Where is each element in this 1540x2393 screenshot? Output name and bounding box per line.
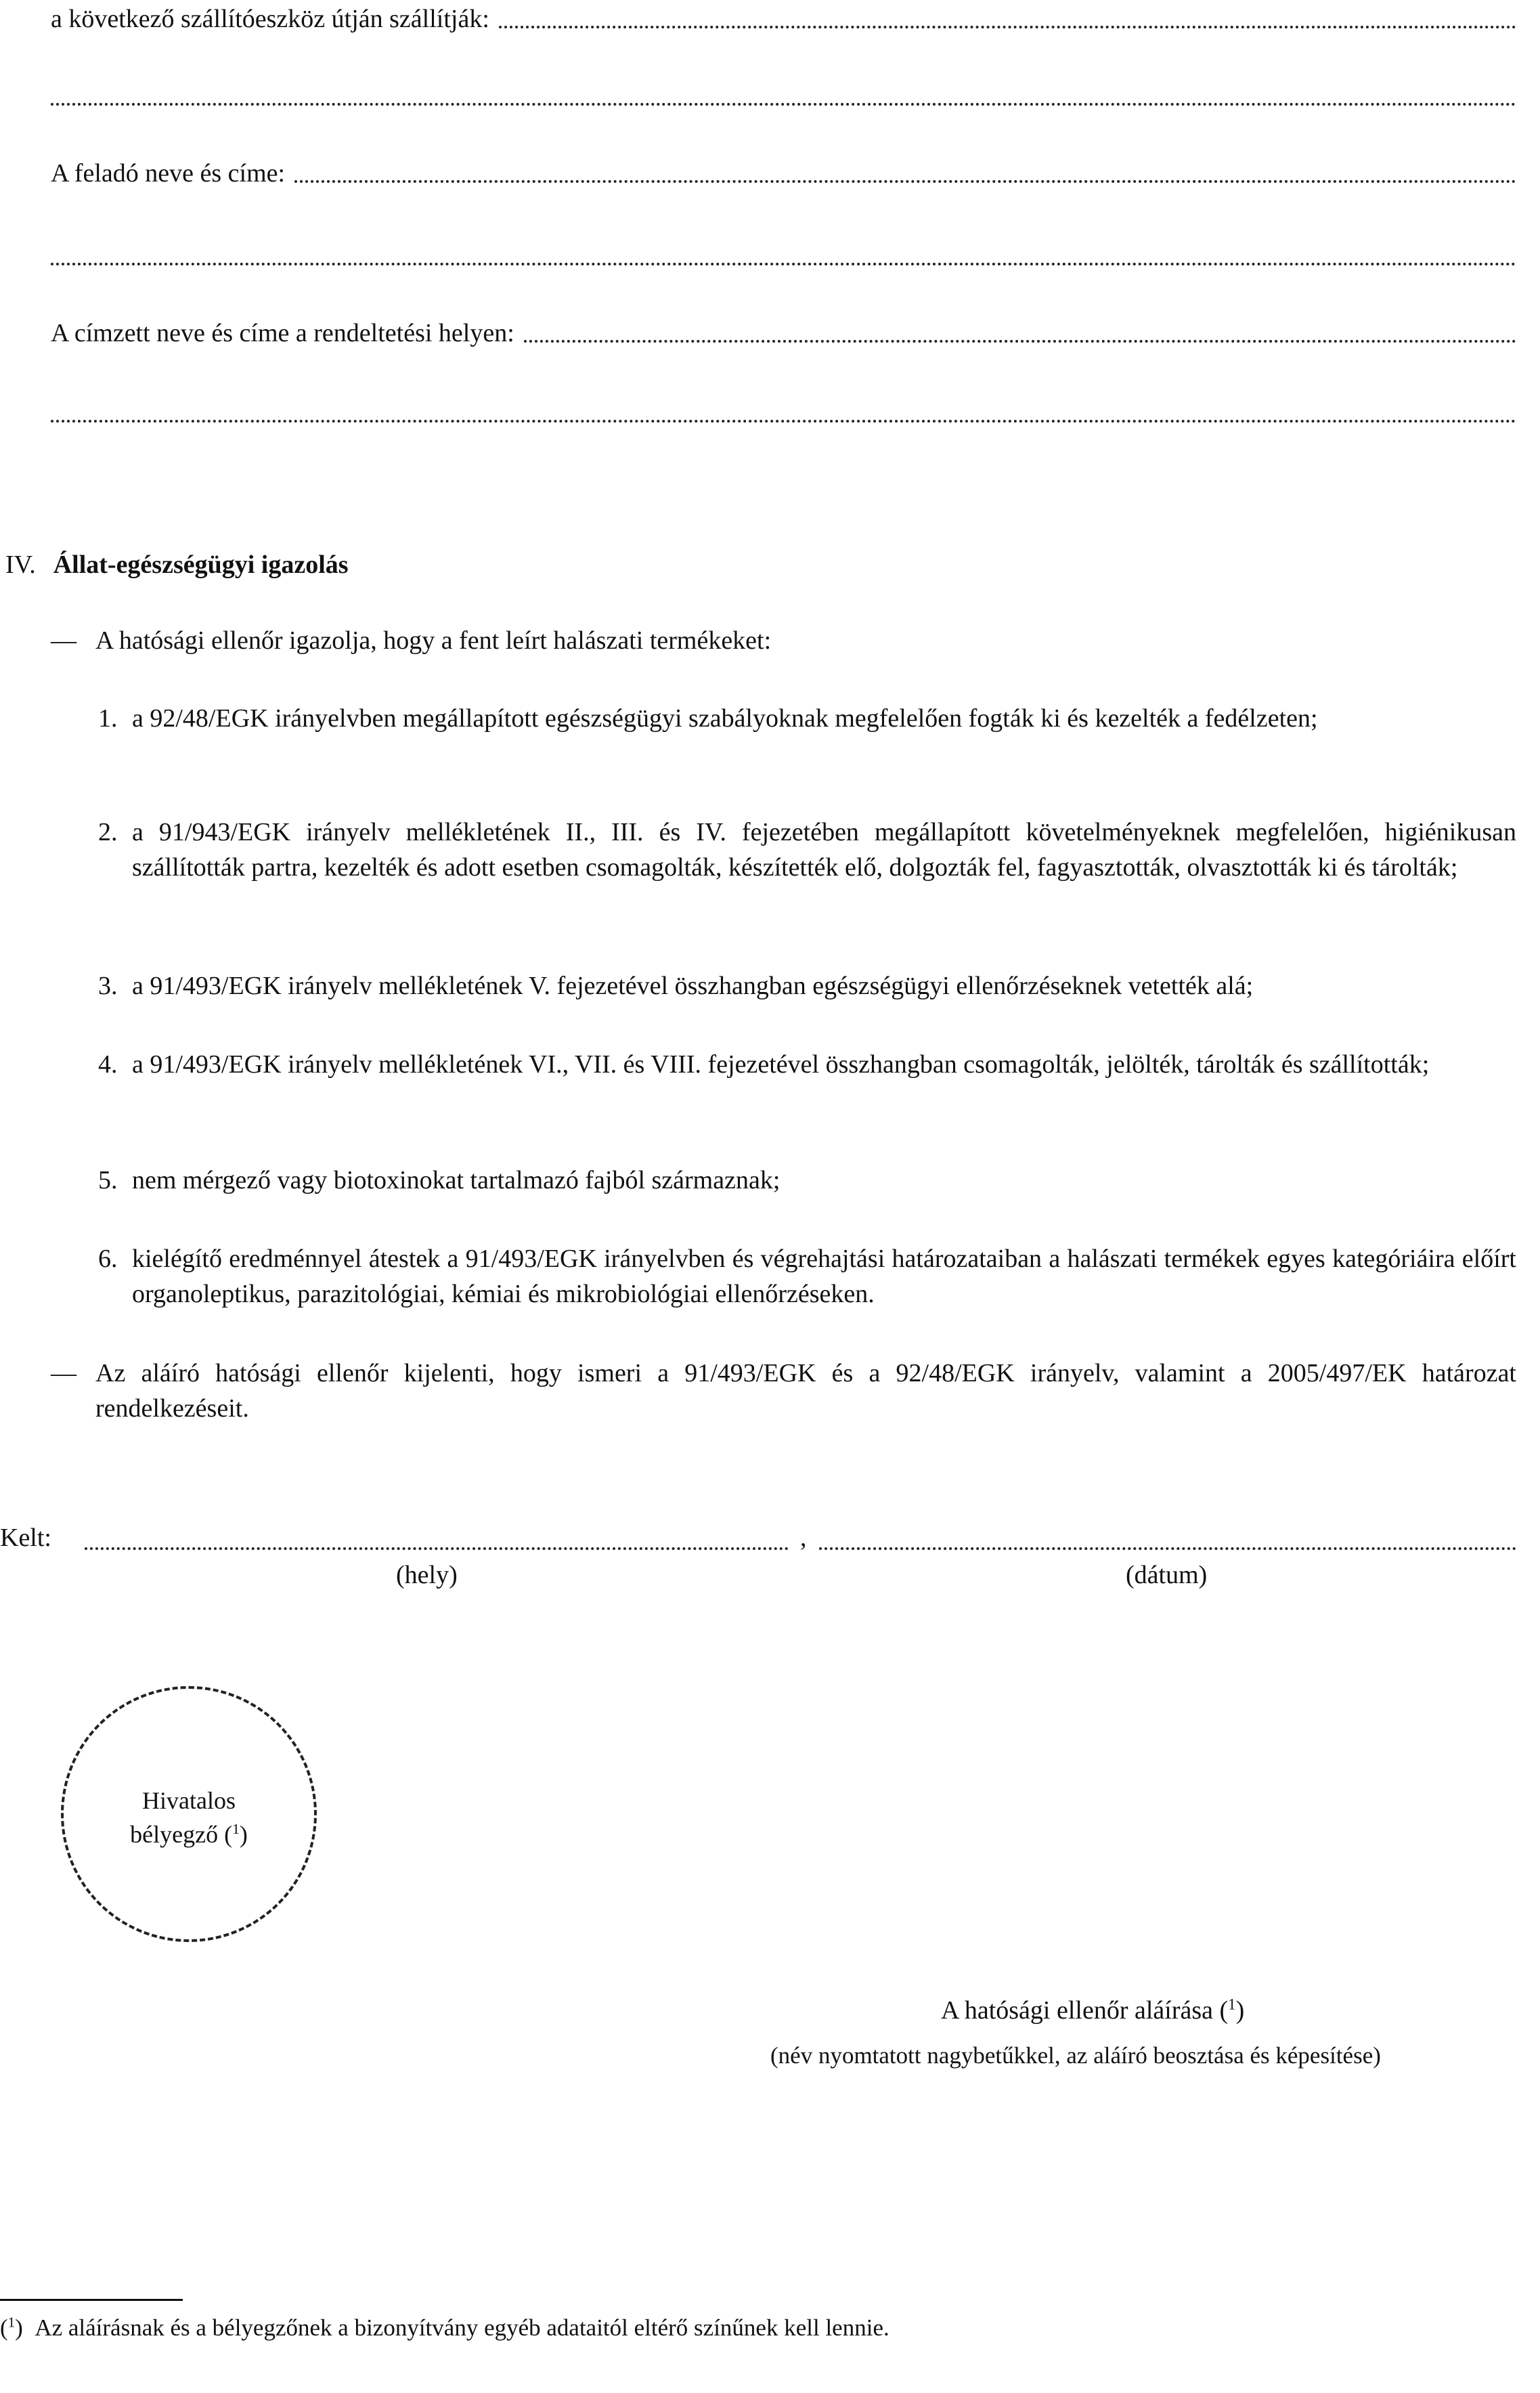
cert-item-2 [98, 815, 1516, 923]
seal-line-1: Hivatalos [142, 1787, 236, 1814]
section-title: Állat-egészségügyi igazolás [53, 551, 349, 579]
section-heading [5, 547, 349, 582]
signature-footnote-ref[interactable]: 1 [1228, 1996, 1236, 2013]
sender-label: A feladó neve és címe: [51, 159, 286, 188]
signature-note: (név nyomtatott nagybetűkkel, az aláíró beosztása és képesítése) [770, 2042, 1381, 2069]
date-blank[interactable] [819, 1547, 1516, 1550]
dash-marker: — [51, 1359, 76, 1387]
official-seal-circle [61, 1686, 317, 1942]
item-text: kielégítő eredménnyel átestek a 91/493/EGK irányelvben és végrehajtási határozataiban a halászati termékek egyes kategóriáira előírt organoleptikus, parazitológiai, kémiai és mikrobiológiai ellenőrzéseken. [132, 1245, 1516, 1308]
recipient-blank-line-2[interactable] [51, 420, 1516, 423]
place-caption: (hely) [396, 1561, 458, 1589]
dash-marker: — [51, 626, 76, 655]
seal-text [64, 1784, 314, 1851]
declaration [51, 1356, 1516, 1430]
signature-title [941, 1993, 1244, 2028]
kelt-label: Kelt: [0, 1524, 51, 1552]
section-number: IV. [5, 551, 36, 579]
item-text: a 91/493/EGK irányelv mellékletének V. fejezetével összhangban egészségügyi ellenőrzéseknek vetették alá; [132, 972, 1254, 1000]
place-blank[interactable] [85, 1547, 789, 1550]
recipient-blank[interactable] [524, 340, 1516, 343]
sender-blank-line-2[interactable] [51, 263, 1516, 265]
footnote [0, 2310, 889, 2346]
seal-line-2 [64, 1817, 314, 1851]
item-number: 6. [98, 1245, 118, 1273]
transport-field [51, 1, 1516, 37]
item-text: a 91/943/EGK irányelv mellékletének II., III. és IV. fejezetében megállapított követelményeknek megfelelően, higiénikusan szállították partra, kezelték és adott esetben csomagolták, készítették elő, dolgozták fel, fagyasztották, olvasztották ki és tárolták; [132, 818, 1516, 882]
declaration-text: Az aláíró hatósági ellenőr kijelenti, hogy ismeri a 91/493/EGK és a 92/48/EGK irányelv, valamint a 2005/497/EK határozat rendelkezéseit. [95, 1359, 1516, 1423]
footnote-close: ) [15, 2314, 23, 2341]
item-text: a 91/493/EGK irányelv mellékletének VI., VII. és VIII. fejezetével összhangban csomagolták, jelölték, tárolták és szállították; [132, 1050, 1430, 1079]
item-text: nem mérgező vagy biotoxinokat tartalmazó fajból származnak; [132, 1166, 780, 1194]
date-caption: (dátum) [1126, 1561, 1208, 1589]
seal-footnote-ref[interactable]: 1 [232, 1821, 240, 1837]
sender-blank[interactable] [294, 180, 1516, 183]
footnote-separator [0, 2299, 183, 2301]
item-number: 2. [98, 818, 118, 846]
cert-item-3 [98, 968, 1516, 1004]
cert-item-1 [98, 701, 1516, 775]
kelt-comma: , [800, 1524, 807, 1552]
sender-field [51, 156, 1516, 191]
cert-item-4 [98, 1047, 1516, 1121]
item-number: 3. [98, 972, 118, 1000]
seal-line-2-text: bélyegző ( [130, 1821, 233, 1848]
footnote-marker: 1 [7, 2314, 16, 2331]
cert-item-5 [98, 1163, 1516, 1198]
recipient-field [51, 316, 1516, 351]
footnote-open: ( [0, 2314, 8, 2341]
seal-line-2-close: ) [239, 1821, 248, 1848]
recipient-label: A címzett neve és címe a rendeltetési helyen: [51, 319, 514, 347]
item-number: 5. [98, 1166, 118, 1194]
transport-label: a következő szállítóeszköz útján szállítják: [51, 5, 489, 33]
footnote-text: Az aláírásnak és a bélyegzőnek a bizonyítvány egyéb adataitól eltérő színűnek kell lennie. [35, 2314, 889, 2341]
item-number: 4. [98, 1050, 118, 1079]
item-number: 1. [98, 704, 118, 733]
item-text: a 92/48/EGK irányelvben megállapított egészségügyi szabályoknak megfelelően fogták ki és kezelték a fedélzeten; [132, 704, 1318, 733]
signature-title-close: ) [1235, 1996, 1245, 2025]
transport-blank-line-2[interactable] [51, 103, 1516, 106]
cert-item-6 [98, 1241, 1516, 1316]
signature-title-text: A hatósági ellenőr aláírása ( [941, 1996, 1229, 2025]
certification-intro [51, 623, 1516, 658]
intro-text: A hatósági ellenőr igazolja, hogy a fent leírt halászati termékeket: [95, 626, 772, 655]
transport-blank[interactable] [499, 26, 1516, 28]
